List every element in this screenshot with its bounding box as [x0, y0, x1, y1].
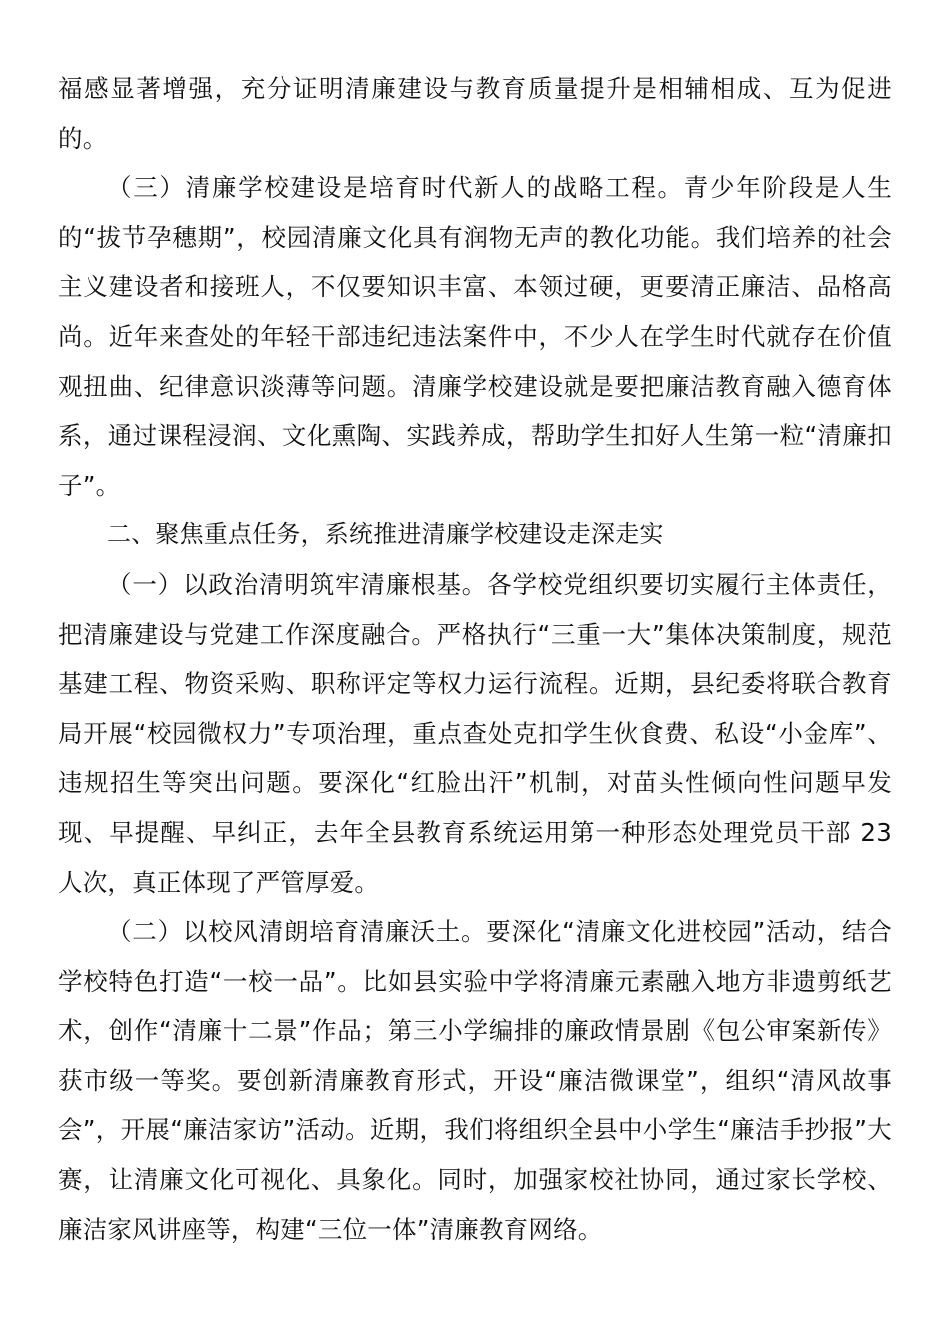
- paragraph-subsection-two: （二）以校风清朗培育清廉沃土。要深化“清廉文化进校园”活动，结合学校特色打造“一校一品”。比如县实验中学将清廉元素融入地方非遗剪纸艺术，创作“清廉十二景”作品；第三小学编排的廉政情景剧《包公审案新传》获市级一等奖。要创新清廉教育形式，开设“廉洁微课堂”，组织“清风故事会”，开展“廉洁家访”活动。近期，我们将组织全县中小学生“廉洁手抄报”大赛，让清廉文化可视化、具象化。同时，加强家校社协同，通过家长学校、廉洁家风讲座等，构建“三位一体”清廉教育网络。: [58, 917, 892, 1244]
- paragraph-section-three: （三）清廉学校建设是培育时代新人的战略工程。青少年阶段是人生的“拔节孕穗期”，校园清廉文化具有润物无声的教化功能。我们培养的社会主义建设者和接班人，不仅要知识丰富、本领过硬，更要清正廉洁、品格高尚。近年来查处的年轻干部违纪违法案件中，不少人在学生时代就存在价值观扭曲、纪律意识淡薄等问题。清廉学校建设就是要把廉洁教育融入德育体系，通过课程浸润、文化熏陶、实践养成，帮助学生扣好人生第一粒“清廉扣子”。: [58, 173, 892, 500]
- paragraph-subsection-one: （一）以政治清明筑牢清廉根基。各学校党组织要切实履行主体责任，把清廉建设与党建工作深度融合。严格执行“三重一大”集体决策制度，规范基建工程、物资采购、职称评定等权力运行流程。近期，县纪委将联合教育局开展“校园微权力”专项治理，重点查处克扣学生伙食费、私设“小金库”、违规招生等突出问题。要深化“红脸出汗”机制，对苗头性倾向性问题早发现、早提醒、早纠正，去年全县教育系统运用第一种形态处理党员干部 23 人次，真正体现了严管厚爱。: [58, 569, 892, 897]
- paragraph-continuation: 福感显著增强，充分证明清廉建设与教育质量提升是相辅相成、互为促进的。: [58, 74, 892, 153]
- document-page: [58, 64, 892, 1254]
- section-heading-two: 二、聚焦重点任务，系统推进清廉学校建设走深走实: [107, 520, 664, 549]
